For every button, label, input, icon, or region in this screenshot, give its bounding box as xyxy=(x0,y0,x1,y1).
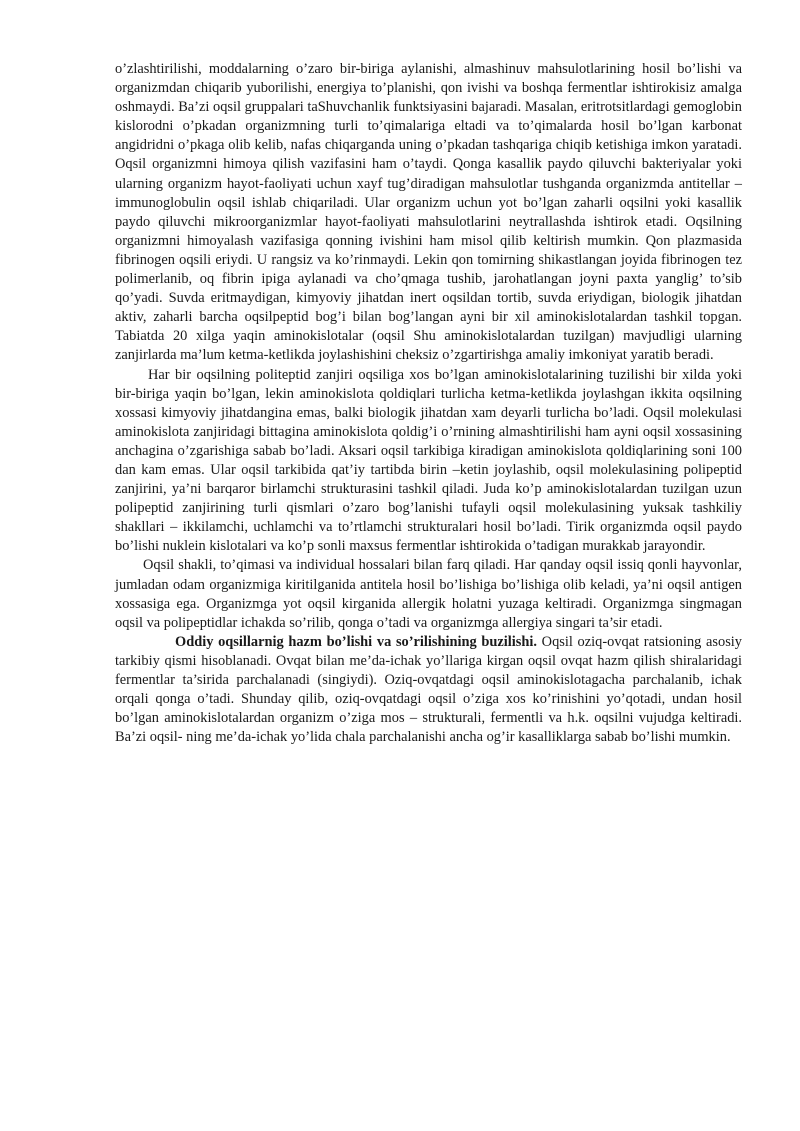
paragraph-4 xyxy=(115,633,742,748)
paragraph-2: Har bir oqsilning politeptid zanjiri oqsiliga xos bo’lgan aminokislotalarining tuzilishi bir xilda yoki bir-biriga yaqin bo’lgan, lekin aminokislota qoldiqlari turlicha ketma-ketlikda joylashgan ikkita oqsilning xossasi kimyoviy jihatdangina emas, balki biologik jihatdan xam deyarli turlicha bo’ladi. Oqsil molekulasi aminokislota zanjiridagi bittagina aminokislota qoldig’i o’rnining almashtirilishi ham ayni oqsil xossasining anchagina o’zgarishiga sabab bo’ladi. Aksari oqsil tarkibiga kiradigan aminokislota qoldiqlarining soni 100 dan kam emas. Ular oqsil tarkibida qat’iy tartibda birin –ketin joylashib, oqsil molekulasining polipeptid zanjirini, ya’ni barqaror birlamchi strukturasini tashkil qiladi. Juda ko’p aminokislotalardan tuzilgan uzun polipeptid zanjirining turli qismlari o’zaro bog’lanishi tufayli oqsil molekulasining yuksak tashkiliy shakllari – ikkilamchi, uchlamchi va to’rtlamchi strukturalari hosil bo’ladi. Tirik organizmda oqsil paydo bo’lishi nuklein kislotalari va ko’p sonli maxsus fermentlar ishtirokida o’tadigan murakkab jarayondir. xyxy=(115,366,742,555)
paragraph-4-body: Oqsil oziq-ovqat ratsioning asosiy tarkibiy qismi hisoblanadi. Ovqat bilan me’da-ichak yo’llariga kirgan oqsil ovqat hazm qilish shiralaridagi fermentlar ta’sirida parchalanadi (singiydi). Oziq-ovqatdagi oqsil aminokislotagacha parchalanib, ichak orqali qonga o’tadi. Shunday qilib, oziq-ovqatdagi oqsil o’ziga xos ko’rinishini yo’qotadi, undan hosil bo’lgan aminokislotalardan organizm o’ziga mos – strukturali, fermentli va h.k. oqsilni vujudga keltiradi. Ba’zi oqsil- ning me’da-ichak yo’lida chala parchalanishi ancha og’ir kasalliklarga sabab bo’lishi mumkin. xyxy=(115,633,742,746)
document-page xyxy=(115,60,742,747)
paragraph-1: o’zlashtirilishi, moddalarning o’zaro bir-biriga aylanishi, almashinuv mahsulotlarining hosil bo’lishi va organizmdan chiqarib yuborilishi, energiya to’planishi, qon ivishi va boshqa fermentlar ishtirokisiz amalga oshmaydi. Ba’zi oqsil gruppalari taShuvchanlik funktsiyasini bajaradi. Masalan, eritrotsitlardagi gemoglobin kislorodni o’pkadan organizmning turli to’qimalariga eltadi va to’qimalarda hosil bo’lgan karbonat angidridni o’pkaga olib kelib, nafas chiqarganda uning o’pkadan tashqariga chiqib ketishiga imkon yaratadi. Oqsil organizmni himoya qilish vazifasini ham o’taydi. Qonga kasallik paydo qiluvchi bakteriyalar yoki ularning organizm hayot-faoliyati uchun xayf tug’diradigan mahsulotlar tushganda organizmda antitellar – immunoglobulin oqsil ishlab chiqariladi. Ular organizm uchun yot bo’lgan zaharli oqsilni yoki kasallik paydo qiluvchi mikroorganizmlar hayot-faoliyati mahsulotlarini neytrallashda ishtirok etadi. Oqsilning organizmni himoyalash vazifasiga qonning ivishini ham misol qilib keltirish mumkin. Qon plazmasida fibrinogen oqsili eriydi. U rangsiz va ko’rinmaydi. Lekin qon tomirning shikastlangan joyida fibrinogen tez polimerlanib, oq fibrin ipiga aylanadi va cho’qmaga tushib, jarohatlangan joyni paxta yanglig’ to’sib qo’yadi. Suvda eritmaydigan, kimyoviy jihatdan inert oqsildan tortib, suvda eriydigan, biologik jihatdan aktiv, zaharli barcha oqsilpeptid bog’i bilan bog’langan ayni bir xil aminokislotalardan tashkil topgan. Tabiatda 20 xilga yaqin aminokislotalar (oqsil Shu aminokislotalardan tuzilgan) mavjudligi ularning zanjirlarda ma’lum ketma-ketlikda joylashishini cheksiz o’zgartirishga amaliy imkoniyat yaratib beradi. xyxy=(115,61,742,364)
section-heading: Oddiy oqsillarnig hazm bo’lishi va so’rilishining buzilishi. xyxy=(175,633,537,650)
paragraph-3: Oqsil shakli, to’qimasi va individual hossalari bilan farq qiladi. Har qanday oqsil issiq qonli hayvonlar, jumladan odam organizmiga kiritilganida antitela hosil bo’lishiga bo’lishiga olib keladi, ya’ni oqsil antigen xossasiga ega. Organizmga yot oqsil kirganida allergik holatni yuzaga keltiradi. Organizmga singmagan oqsil va polipeptidlar ichakda so’rilib, qonga o’tadi va organizmga allergiya singari ta’sir etadi. xyxy=(115,557,742,631)
